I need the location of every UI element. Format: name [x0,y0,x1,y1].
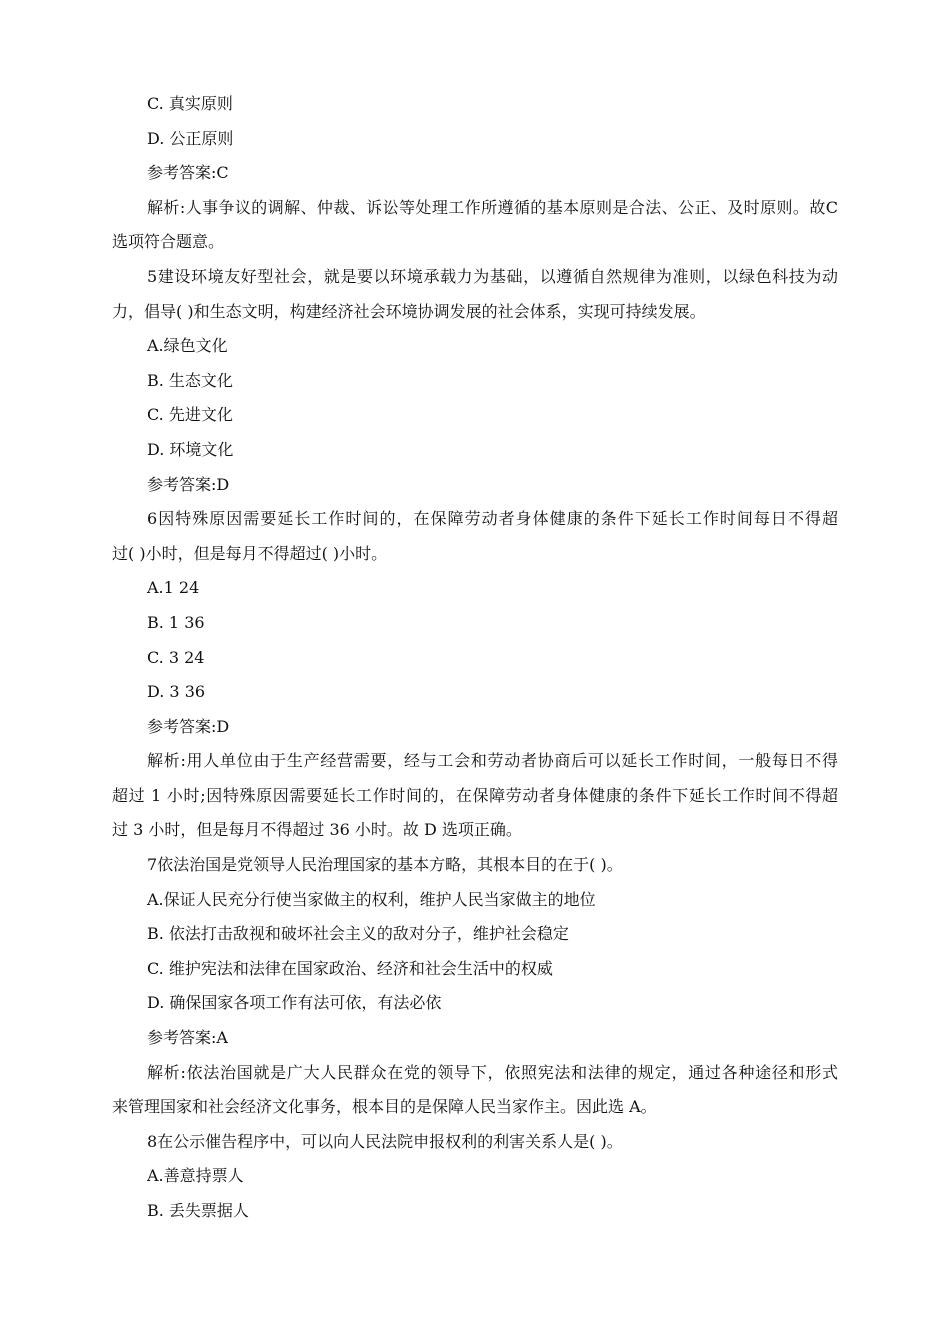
text-line: 解析:依法治国就是广大人民群众在党的领导下，依照宪法和法律的规定，通过各种途径和形式 [147,1062,838,1082]
text-line: A.1 24 [147,578,200,598]
text-line: B. 依法打击敌视和破坏社会主义的敌对分子，维护社会稳定 [147,924,569,944]
text-line: C. 维护宪法和法律在国家政治、经济和社会生活中的权威 [147,958,553,978]
text-line: B. 丢失票据人 [147,1201,249,1220]
text-line: C. 3 24 [147,647,205,667]
text-line: 选项符合题意。 [112,232,225,252]
text-line: A.绿色文化 [147,336,228,356]
text-line: 过( )小时，但是每月不得超过( )小时。 [112,543,388,563]
text-line: 解析:人事争议的调解、仲裁、诉讼等处理工作所遵循的基本原则是合法、公正、及时原则。故C [147,197,838,217]
text-line: 超过 1 小时;因特殊原因需要延长工作时间的，在保障劳动者身体健康的条件下延长工作时间不得超 [112,785,838,805]
document-body [112,91,838,1233]
text-line: 力，倡导( )和生态文明，构建经济社会环境协调发展的社会体系，实现可持续发展。 [112,301,706,321]
text-line: C. 先进文化 [147,405,233,425]
text-line: 解析:用人单位由于生产经营需要，经与工会和劳动者协商后可以延长工作时间，一般每日不得 [147,751,838,771]
text-line: D. 3 36 [147,682,206,702]
text-line: A.保证人民充分行使当家做主的权利，维护人民当家做主的地位 [147,889,596,909]
text-line: 5建设环境友好型社会，就是要以环境承载力为基础，以遵循自然规律为准则，以绿色科技为动 [147,266,838,286]
text-line: D. 公正原则 [147,128,234,148]
text-line: 8在公示催告程序中，可以向人民法院申报权利的利害关系人是( )。 [147,1131,623,1151]
text-line: 参考答案:D [147,716,230,736]
text-line: D. 环境文化 [147,439,234,459]
text-line: A.善意持票人 [147,1166,244,1186]
text-line: 参考答案:A [147,1028,228,1048]
text-line: 过 3 小时，但是每月不得超过 36 小时。故 D 选项正确。 [112,820,522,840]
text-line: B. 生态文化 [147,370,233,390]
text-line: C. 真实原则 [147,94,233,113]
text-line: 6因特殊原因需要延长工作时间的，在保障劳动者身体健康的条件下延长工作时间每日不得超 [147,509,838,529]
text-line: 参考答案:D [147,474,230,494]
text-line: 参考答案:C [147,163,229,183]
text-line: B. 1 36 [147,612,205,632]
text-line: 7依法治国是党领导人民治理国家的基本方略，其根本目的在于( )。 [147,855,623,875]
text-line: 来管理国家和社会经济文化事务，根本目的是保障人民当家作主。因此选 A。 [112,1097,657,1117]
text-line: D. 确保国家各项工作有法可依，有法必依 [147,993,442,1013]
